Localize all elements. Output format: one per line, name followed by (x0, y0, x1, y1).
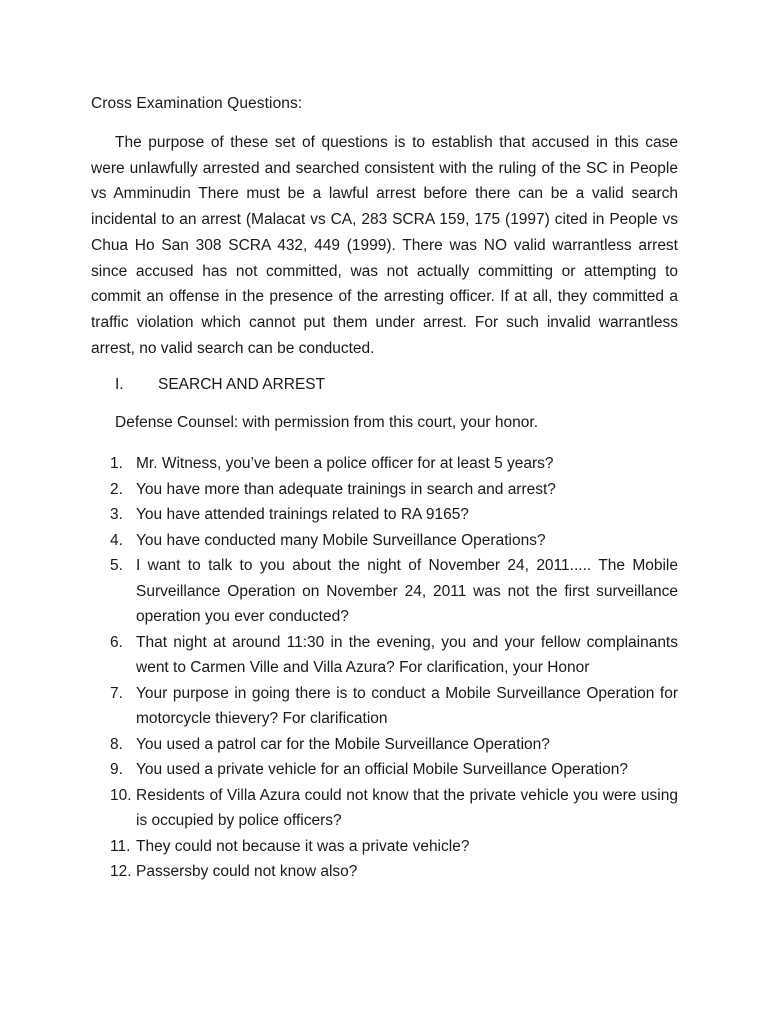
question-item (110, 859, 678, 885)
question-text: They could not because it was a private vehicle? (136, 837, 470, 855)
question-item (110, 681, 678, 732)
question-number: 1. (110, 455, 123, 472)
question-item (110, 528, 678, 554)
question-item (110, 834, 678, 860)
question-item (110, 451, 678, 477)
question-item (110, 732, 678, 758)
section-number: I. (115, 376, 124, 393)
question-number: 6. (110, 633, 123, 651)
question-text: You have attended trainings related to RA 9165? (136, 506, 469, 523)
question-number: 3. (110, 506, 123, 523)
question-number: 2. (110, 480, 123, 498)
question-list (110, 451, 678, 885)
question-text: Mr. Witness, you’ve been a police officer for at least 5 years? (136, 455, 554, 472)
question-number: 4. (110, 531, 123, 549)
question-text: Your purpose in going there is to conduct a Mobile Surveillance Operation for motorcycle thievery? For clarification (136, 684, 678, 727)
question-number: 12. (110, 863, 132, 880)
question-number: 9. (110, 761, 123, 778)
question-number: 11. (110, 837, 131, 855)
section-heading (115, 375, 325, 395)
question-text: You have more than adequate trainings in search and arrest? (136, 480, 556, 498)
question-text: You have conducted many Mobile Surveillance Operations? (136, 531, 546, 549)
section-title: SEARCH AND ARREST (158, 376, 326, 393)
question-number: 10. (110, 786, 132, 804)
question-text: You used a patrol car for the Mobile Surveillance Operation? (136, 735, 550, 753)
intro-paragraph: The purpose of these set of questions is to establish that accused in this case were unlawfully arrested and searched consistent with the ruling of the SC in People vs Amminudin There must be a lawful arrest before there can be a valid search incidental to an arrest (Malacat vs CA, 283 SCRA 159, 175 (1997) cited in People vs Chua Ho San 308 SCRA 432, 449 (1999). There was NO valid warrantless arrest since accused has not committed, was not actually committing or attempting to commit an offense in the presence of the arresting officer. If at all, they committed a traffic violation which cannot put them under arrest. For such invalid warrantless arrest, no valid search can be conducted. (91, 134, 678, 357)
question-text: I want to talk to you about the night of November 24, 2011..... The Mobile Surveillance Operation on November 24, 2011 was not the first surveillance operation you ever conducted? (136, 557, 678, 625)
question-item (110, 553, 678, 630)
question-item (110, 477, 678, 503)
question-number: 5. (110, 557, 123, 574)
question-number: 8. (110, 735, 123, 753)
question-text: Passersby could not know also? (136, 863, 358, 880)
question-text: You used a private vehicle for an official Mobile Surveillance Operation? (136, 761, 628, 778)
question-item (110, 630, 678, 681)
question-number: 7. (110, 684, 123, 702)
document-title: Cross Examination Questions: (91, 95, 303, 112)
question-text: That night at around 11:30 in the evening, you and your fellow complainants went to Carmen Ville and Villa Azura? For clarification, your Honor (136, 633, 678, 676)
counsel-statement: Defense Counsel: with permission from this court, your honor. (115, 414, 538, 431)
question-item (110, 783, 678, 834)
question-item (110, 757, 678, 783)
question-item (110, 502, 678, 528)
question-text: Residents of Villa Azura could not know that the private vehicle you were using is occupied by police officers? (136, 786, 678, 829)
